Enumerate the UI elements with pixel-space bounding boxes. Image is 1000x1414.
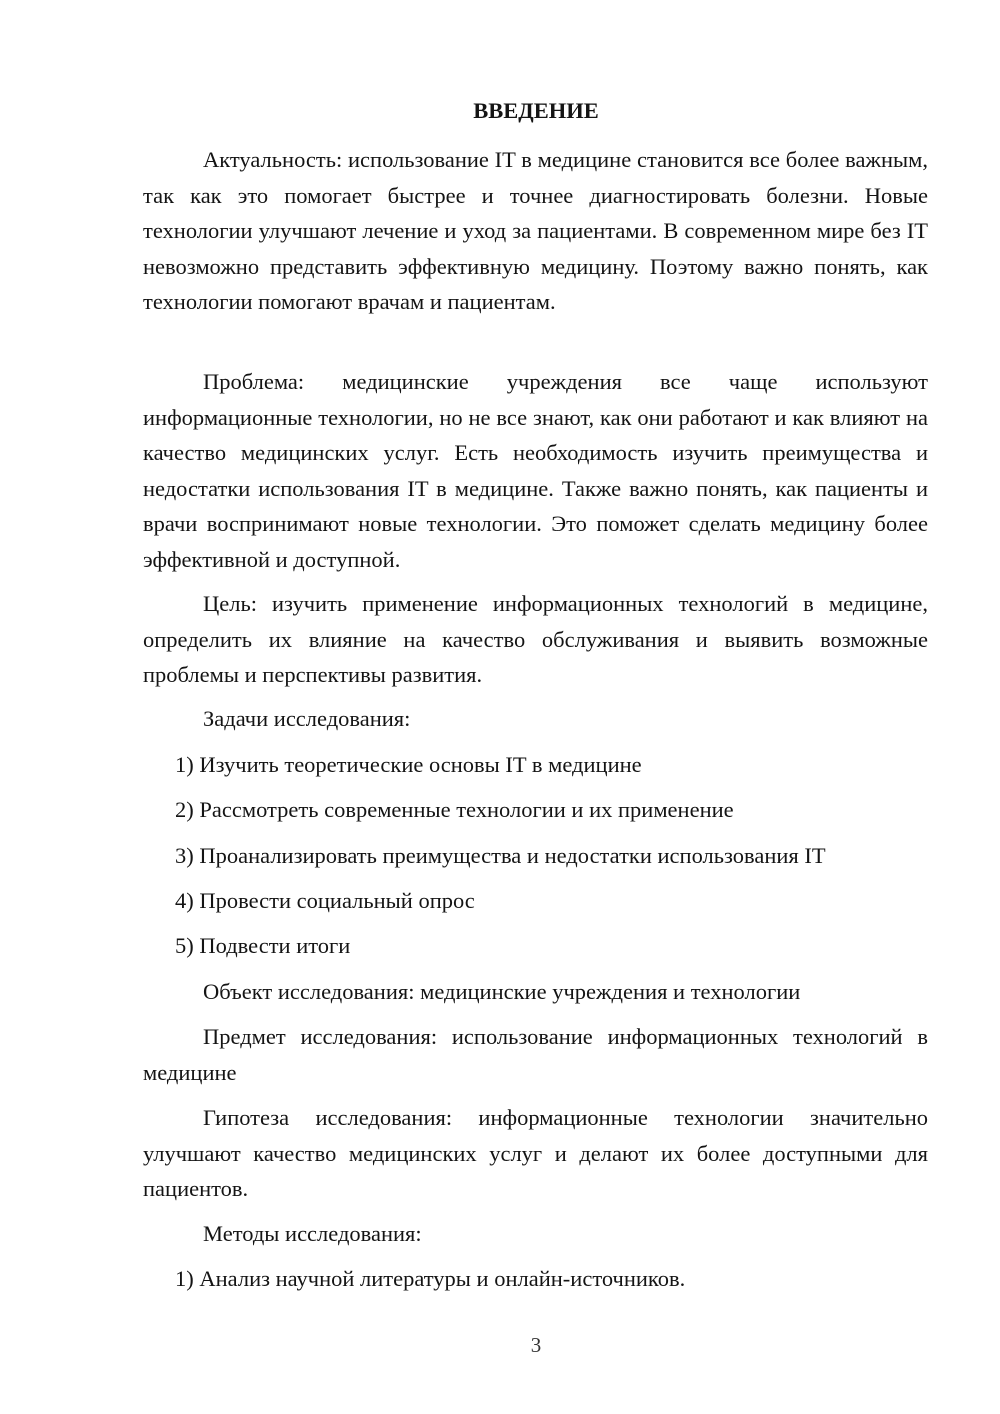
research-subject: Предмет исследования: использование информационных технологий в медицине	[143, 1024, 928, 1085]
task-item-4: 4) Провести социальный опрос	[175, 888, 475, 913]
page-title: ВВЕДЕНИЕ	[473, 98, 599, 123]
task-item-2: 2) Рассмотреть современные технологии и их применение	[175, 797, 734, 822]
task-item-1: 1) Изучить теоретические основы IT в медицине	[175, 752, 642, 777]
research-hypothesis: Гипотеза исследования: информационные технологии значительно улучшают качество медицинских услуг и делают их более доступными для пациентов.	[143, 1105, 928, 1201]
task-item-3: 3) Проанализировать преимущества и недостатки использования IT	[175, 843, 826, 868]
page-number: 3	[530, 1333, 542, 1357]
tasks-heading: Задачи исследования:	[203, 706, 411, 731]
paragraph-goal: Цель: изучить применение информационных технологий в медицине, определить их влияние на качество обслуживания и выявить возможные проблемы и перспективы развития.	[143, 591, 928, 687]
method-item-1: 1) Анализ научной литературы и онлайн-источников.	[175, 1266, 686, 1291]
research-object: Объект исследования: медицинские учреждения и технологии	[203, 979, 801, 1004]
task-item-5: 5) Подвести итоги	[175, 933, 351, 958]
paragraph-relevance: Актуальность: использование IT в медицине становится все более важным, так как это помогает быстрее и точнее диагностировать болезни. Новые технологии улучшают лечение и уход за пациентами. В современном мире без IT невозможно представить эффективную медицину. Поэтому важно понять, как технологии помогают врачам и пациентам.	[143, 147, 928, 314]
paragraph-problem: Проблема: медицинские учреждения все чаще используют информационные технологии, но не все знают, как они работают и как влияют на качество медицинских услуг. Есть необходимость изучить преимущества и недостатки использования IT в медицине. Также важно понять, как пациенты и врачи воспринимают новые технологии. Это поможет сделать медицину более эффективной и доступной.	[143, 369, 928, 572]
methods-heading: Методы исследования:	[203, 1221, 422, 1246]
